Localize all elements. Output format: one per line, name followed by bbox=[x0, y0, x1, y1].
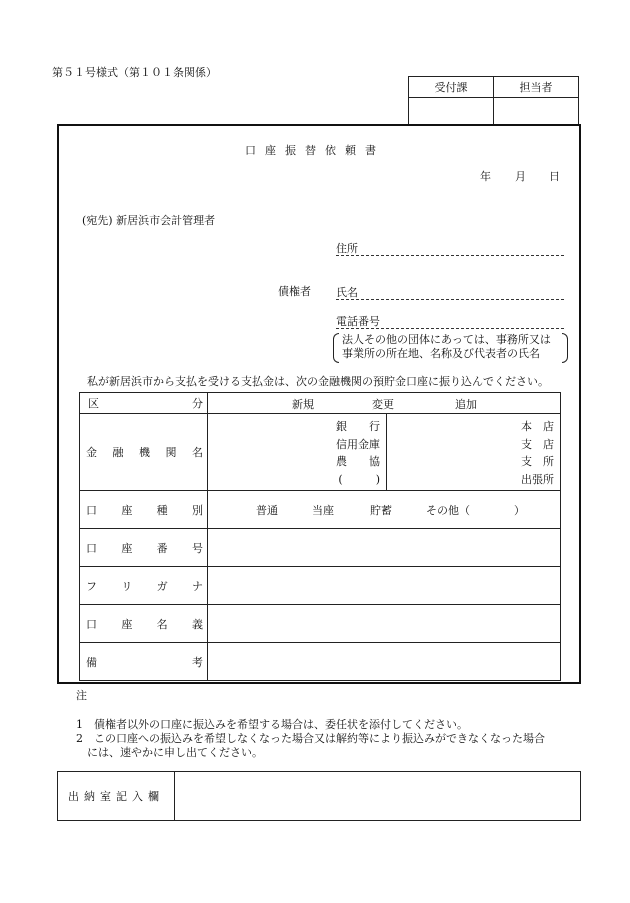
note-item-1: 1 債権者以外の口座に振込みを希望する場合は、委任状を添付してください。 bbox=[76, 718, 468, 731]
reception-dept-stamp[interactable] bbox=[409, 98, 494, 126]
account-name-row bbox=[80, 605, 561, 643]
phone-label: 電話番号 bbox=[336, 315, 380, 328]
branch-types: 本 店 支 店 支 所 出張所 bbox=[521, 420, 554, 486]
date-month: 月 bbox=[515, 170, 526, 183]
option-change[interactable]: 変更 bbox=[372, 398, 394, 411]
option-current[interactable]: 当座 bbox=[312, 504, 334, 517]
note-item-2: 2 この口座への振込みを希望しなくなった場合又は解約等により振込みができなくなった場合 bbox=[76, 732, 545, 745]
form-number: 第５１号様式（第１０１条関係） bbox=[52, 66, 217, 79]
account-type-row bbox=[80, 491, 561, 529]
institution-name-area[interactable] bbox=[208, 414, 387, 490]
account-number-row bbox=[80, 529, 561, 567]
option-ordinary[interactable]: 普通 bbox=[256, 504, 278, 517]
bank-row bbox=[80, 414, 561, 491]
name-label: 氏名 bbox=[336, 286, 358, 299]
cashier-entry[interactable] bbox=[175, 772, 580, 820]
date-day: 日 bbox=[549, 170, 560, 183]
account-type-options[interactable] bbox=[208, 491, 561, 529]
option-savings[interactable]: 貯蓄 bbox=[370, 504, 392, 517]
account-name-input[interactable] bbox=[208, 605, 561, 643]
remarks-row bbox=[80, 643, 561, 681]
creditor-label: 債権者 bbox=[278, 285, 311, 298]
bank-input-cell[interactable] bbox=[208, 414, 561, 491]
option-add[interactable]: 追加 bbox=[455, 398, 477, 411]
intro-text: 私が新居浜市から支払を受ける支払金は、次の金融機関の預貯金口座に振り込んでください。 bbox=[87, 375, 549, 388]
remarks-input[interactable] bbox=[208, 643, 561, 681]
account-table bbox=[79, 392, 561, 681]
reception-person-stamp[interactable] bbox=[494, 98, 579, 126]
address-label: 住所 bbox=[336, 242, 358, 255]
division-row bbox=[80, 393, 561, 414]
reception-box bbox=[408, 76, 579, 126]
phone-field[interactable] bbox=[336, 313, 564, 329]
option-new[interactable]: 新規 bbox=[292, 398, 314, 411]
division-label-cell: 区 分 bbox=[80, 393, 208, 414]
name-field[interactable] bbox=[336, 284, 564, 300]
remarks-label-cell: 備 考 bbox=[80, 643, 208, 681]
division-options[interactable] bbox=[208, 393, 561, 414]
corporate-note-text: 法人その他の団体にあっては、事務所又は 事業所の所在地、名称及び代表者の氏名 bbox=[342, 333, 551, 360]
account-number-label-cell: 口 座 番 号 bbox=[80, 529, 208, 567]
cashier-label: 出納室記入欄 bbox=[58, 772, 175, 820]
furigana-label-cell: フ リ ガ ナ bbox=[80, 567, 208, 605]
reception-dept-label: 受付課 bbox=[409, 77, 494, 98]
date-year: 年 bbox=[480, 170, 491, 183]
institution-types: 銀 行 信用金庫 農 協 ( ) bbox=[336, 420, 380, 486]
account-number-input[interactable] bbox=[208, 529, 561, 567]
account-type-label-cell: 口 座 種 別 bbox=[80, 491, 208, 529]
note-item-2-cont: には、速やかに申し出てください。 bbox=[76, 746, 263, 759]
bracket-left bbox=[333, 333, 339, 363]
furigana-row bbox=[80, 567, 561, 605]
notes-heading: 注 bbox=[76, 689, 87, 702]
form-title: 口座振替依頼書 bbox=[245, 144, 385, 157]
option-other[interactable]: その他（ ） bbox=[426, 504, 525, 517]
addressee: (宛先) 新居浜市会計管理者 bbox=[82, 214, 216, 227]
cashier-box bbox=[57, 771, 581, 821]
address-field[interactable] bbox=[336, 240, 564, 256]
furigana-input[interactable] bbox=[208, 567, 561, 605]
bank-label-cell: 金 融 機 関 名 bbox=[80, 414, 208, 491]
corporate-note bbox=[333, 333, 568, 361]
bracket-right bbox=[562, 333, 568, 363]
account-name-label-cell: 口 座 名 義 bbox=[80, 605, 208, 643]
reception-person-label: 担当者 bbox=[494, 77, 579, 98]
